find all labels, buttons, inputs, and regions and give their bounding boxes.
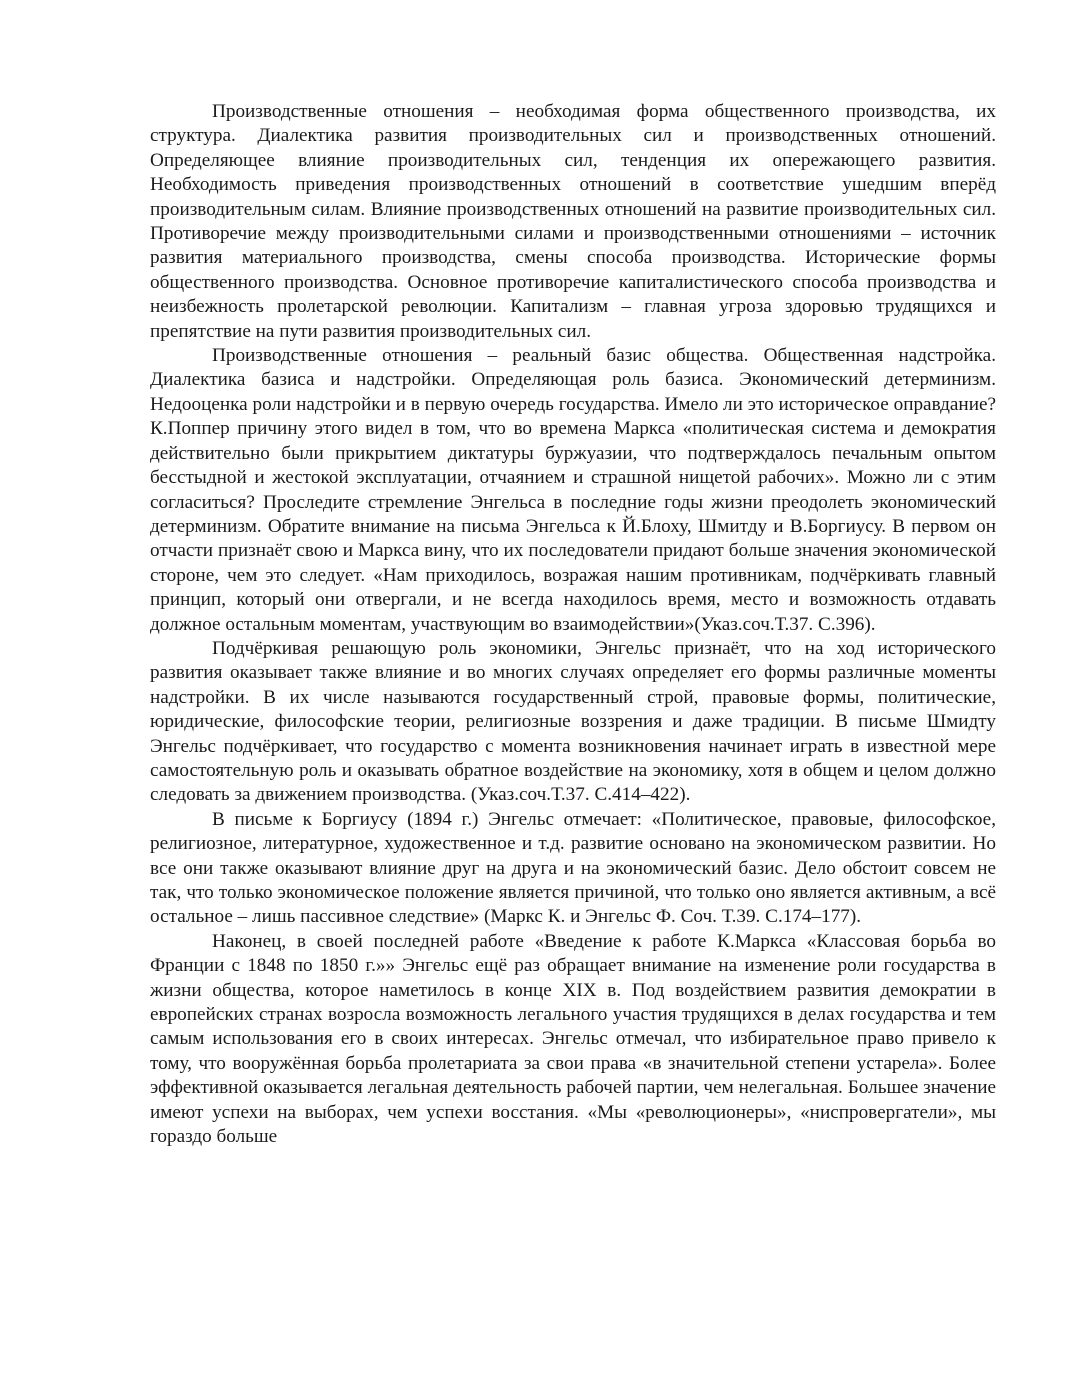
paragraph-1: Производственные отношения – необходимая форма общественного производства, их структура. Диалектика развития производительных сил и производственных отношений. Определяющее влияние производительных сил, тенденция их опережающего развития. Необходимость приведения производственных отношений в соответствие ушедшим вперёд производительным силам. Влияние производственных отношений на развитие производительных сил. Противоречие между производительными силами и производственными отношениями – источник развития материального производства, смены способа производства. Исторические формы общественного производства. Основное противоречие капиталистического способа производства и неизбежность пролетарской революции. Капитализм – главная угроза здоровью трудящихся и препятствие на пути развития производительных сил. xyxy=(150,101,996,342)
paragraph-3: Подчёркивая решающую роль экономики, Энгельс признаёт, что на ход исторического развития оказывает также влияние и во многих случаях определяет его формы различные моменты надстройки. В их числе называются государственный строй, правовые формы, политические, юридические, философские теории, религиозные воззрения и даже традиции. В письме Шмидту Энгельс подчёркивает, что государство с момента возникновения начинает играть в известной мере самостоятельную роль и оказывать обратное воздействие на экономику, хотя в общем и целом должно следовать за движением производства. (Указ.соч.Т.37. С.414–422). xyxy=(150,637,996,806)
paragraph-4: В письме к Боргиусу (1894 г.) Энгельс отмечает: «Политическое, правовые, философское, религиозное, литературное, художественное и т.д. развитие основано на экономическом развитии. Но все они также оказывают влияние друг на друга и на экономический базис. Дело обстоит совсем не так, что только экономическое положение является причиной, что только оно является активным, а всё остальное – лишь пассивное следствие» (Маркс К. и Энгельс Ф. Соч. Т.39. С.174–177). xyxy=(150,808,996,928)
paragraph-2: Производственные отношения – реальный базис общества. Общественная надстройка. Диалектика базиса и надстройки. Определяющая роль базиса. Экономический детерминизм. Недооценка роли надстройки и в первую очередь государства. Имело ли это историческое оправдание? К.Поппер причину этого видел в том, что во времена Маркса «политическая система и демократия действительно были прикрытием диктатуры буржуазии, что подтверждалось печальным опытом бесстыдной и жестокой эксплуатации, отчаянием и страшной нищетой рабочих». Можно ли с этим согласиться? Проследите стремление Энгельса в последние годы жизни преодолеть экономический детерминизм. Обратите внимание на письма Энгельса к Й.Блоху, Шмитду и В.Боргиусу. В первом он отчасти признаёт свою и Маркса вину, что их последователи придают больше значения экономической стороне, чем это следует. «Нам приходилось, возражая нашим противникам, подчёркивать главный принцип, который они отвергали, и не всегда находилось время, место и возможность отдавать должное остальным моментам, участвующим во взаимодействии»(Указ.соч.Т.37. С.396). xyxy=(150,345,996,635)
paragraph-5: Наконец, в своей последней работе «Введение к работе К.Маркса «Классовая борьба во Франции с 1848 по 1850 г.»» Энгельс ещё раз обращает внимание на изменение роли государства в жизни общества, которое наметилось в конце XIX в. Под воздействием развития демократии в европейских странах возросла возможность легального участия трудящихся в делах государства и тем самым использования его в своих интересах. Энгельс отмечал, что избирательное право привело к тому, что вооружённая борьба пролетариата за свои права «в значительной степени устарела». Более эффективной оказывается легальная деятельность рабочей партии, чем нелегальная. Большее значение имеют успехи на выборах, чем успехи восстания. «Мы «революционеры», «ниспровергатели», мы гораздо больше xyxy=(150,930,996,1148)
document-page xyxy=(150,100,996,1149)
